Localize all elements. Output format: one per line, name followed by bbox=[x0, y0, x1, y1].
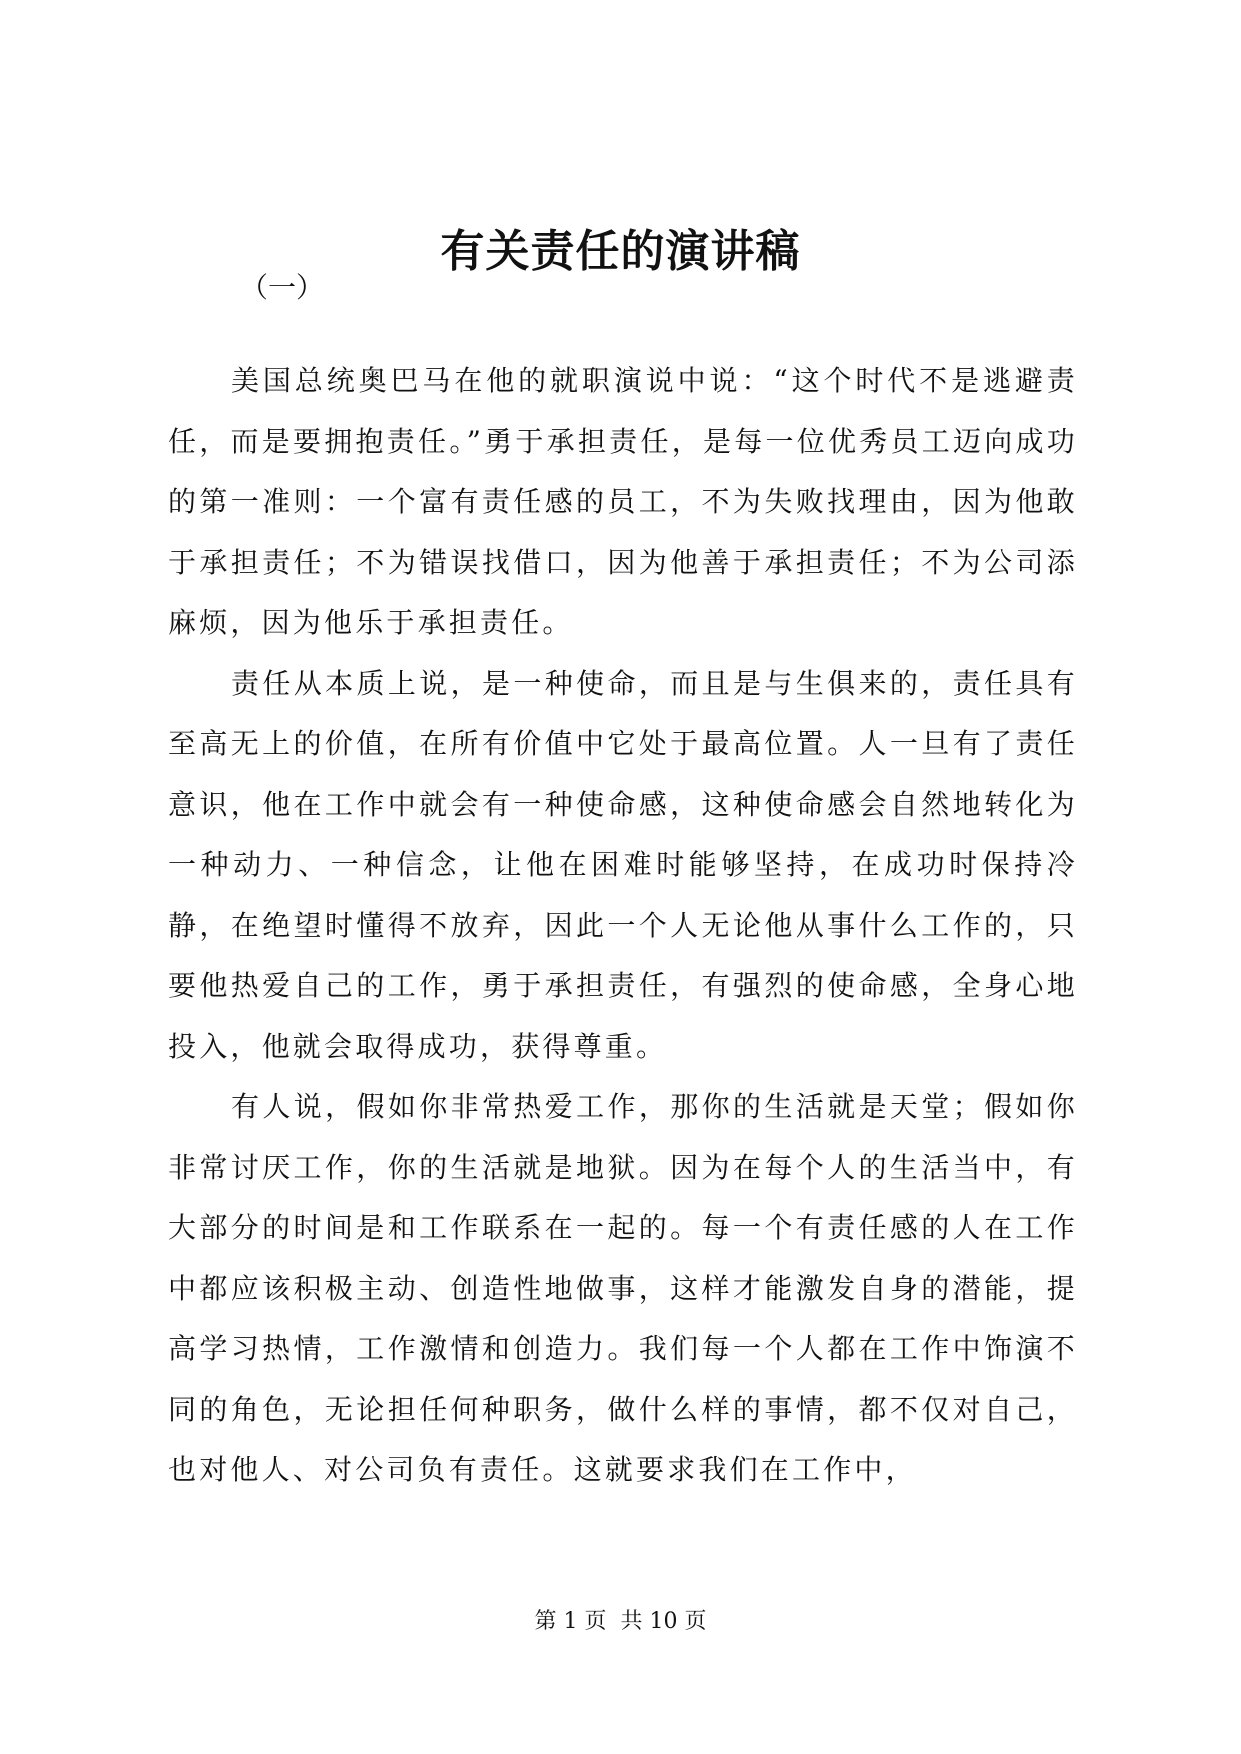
paragraph: 责任从本质上说，是一种使命，而且是与生俱来的，责任具有至高无上的价值，在所有价值中它处于最高位置。人一旦有了责任意识，他在工作中就会有一种使命感，这种使命感会自然地转化为一种动力、一种信念，让他在困难时能够坚持，在成功时保持冷静，在绝望时懂得不放弃，因此一个人无论他从事什么工作的，只要他热爱自己的工作，勇于承担责任，有强烈的使命感，全身心地投入，他就会取得成功，获得尊重。 bbox=[168, 666, 1078, 1063]
page-number-label: 第 1 页 共 10 页 bbox=[534, 1609, 707, 1634]
document-title: 有关责任的演讲稿 bbox=[440, 226, 801, 277]
paragraph: 有人说，假如你非常热爱工作，那你的生活就是天堂；假如你非常讨厌工作，你的生活就是地狱。因为在每个人的生活当中，有大部分的时间是和工作联系在一起的。每一个有责任感的人在工作中都应该积极主动、创造性地做事，这样才能激发自身的潜能，提高学习热情，工作激情和创造力。我们每一个人都在工作中饰演不同的角色，无论担任何种职务，做什么样的事情，都不仅对自己，也对他人、对公司负有责任。这就要求我们在工作中， bbox=[168, 1090, 1078, 1486]
paragraph: 美国总统奥巴马在他的就职演说中说：“这个时代不是逃避责任，而是要拥抱责任。”勇于承担责任，是每一位优秀员工迈向成功的第一准则：一个富有责任感的员工，不为失败找理由，因为他敢于承担责任；不为错误找借口，因为他善于承担责任；不为公司添麻烦，因为他乐于承担责任。 bbox=[168, 364, 1078, 639]
section-marker: （一） bbox=[240, 271, 325, 304]
page-footer bbox=[0, 1607, 1241, 1637]
document-body bbox=[168, 351, 1078, 1501]
